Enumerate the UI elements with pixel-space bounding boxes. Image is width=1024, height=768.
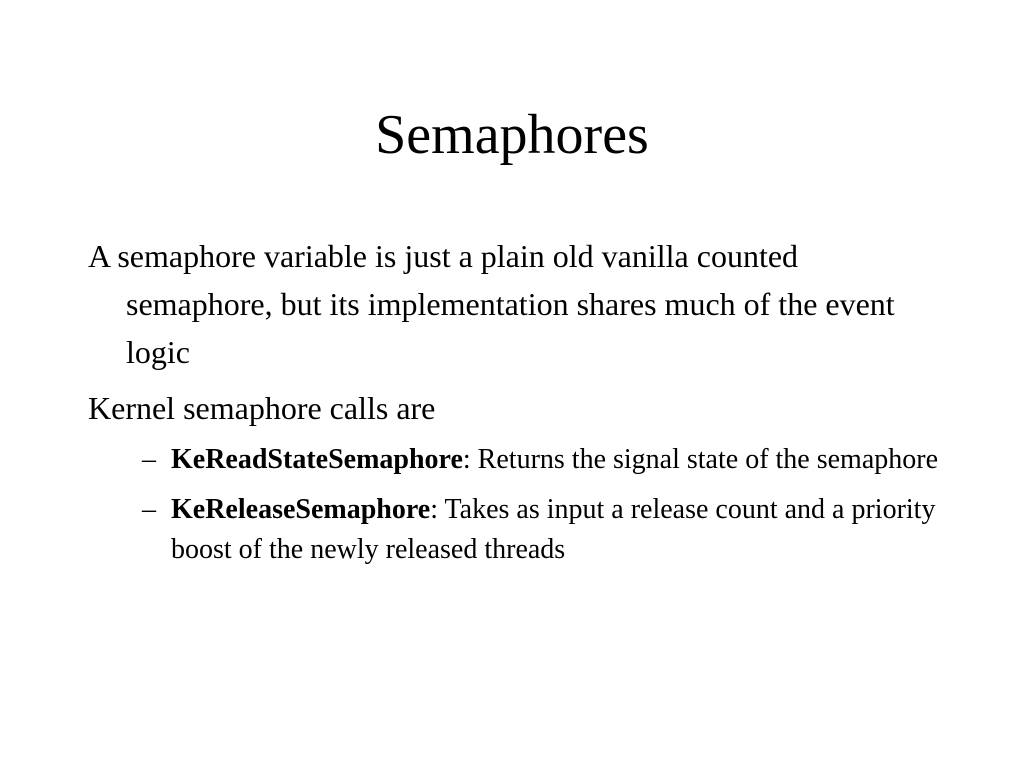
slide-title: Semaphores	[375, 104, 649, 166]
dash-marker: –	[142, 444, 156, 475]
api-name-kereleasesemaphore: KeReleaseSemaphore	[171, 494, 431, 525]
bullet-semaphore-variable: A semaphore variable is just a plain old vanilla counted semaphore, but its implementation shares much of the event logic	[88, 238, 895, 370]
api-name-kereadstatesemaphore: KeReadStateSemaphore	[171, 444, 463, 475]
api-description-kereadstatesemaphore: : Returns the signal state of the semaphore	[462, 444, 939, 475]
sub-bullet-kereleasesemaphore	[88, 490, 938, 570]
slide-body	[88, 232, 938, 580]
kernel-calls-list	[88, 440, 938, 570]
api-description-kereleasesemaphore: : Takes as input a release count and a priority boost of the newly released threads	[171, 494, 936, 565]
sub-bullet-kereadstatesemaphore	[88, 440, 938, 480]
dash-marker: –	[142, 494, 156, 525]
bullet-kernel-calls: Kernel semaphore calls are	[88, 390, 436, 426]
